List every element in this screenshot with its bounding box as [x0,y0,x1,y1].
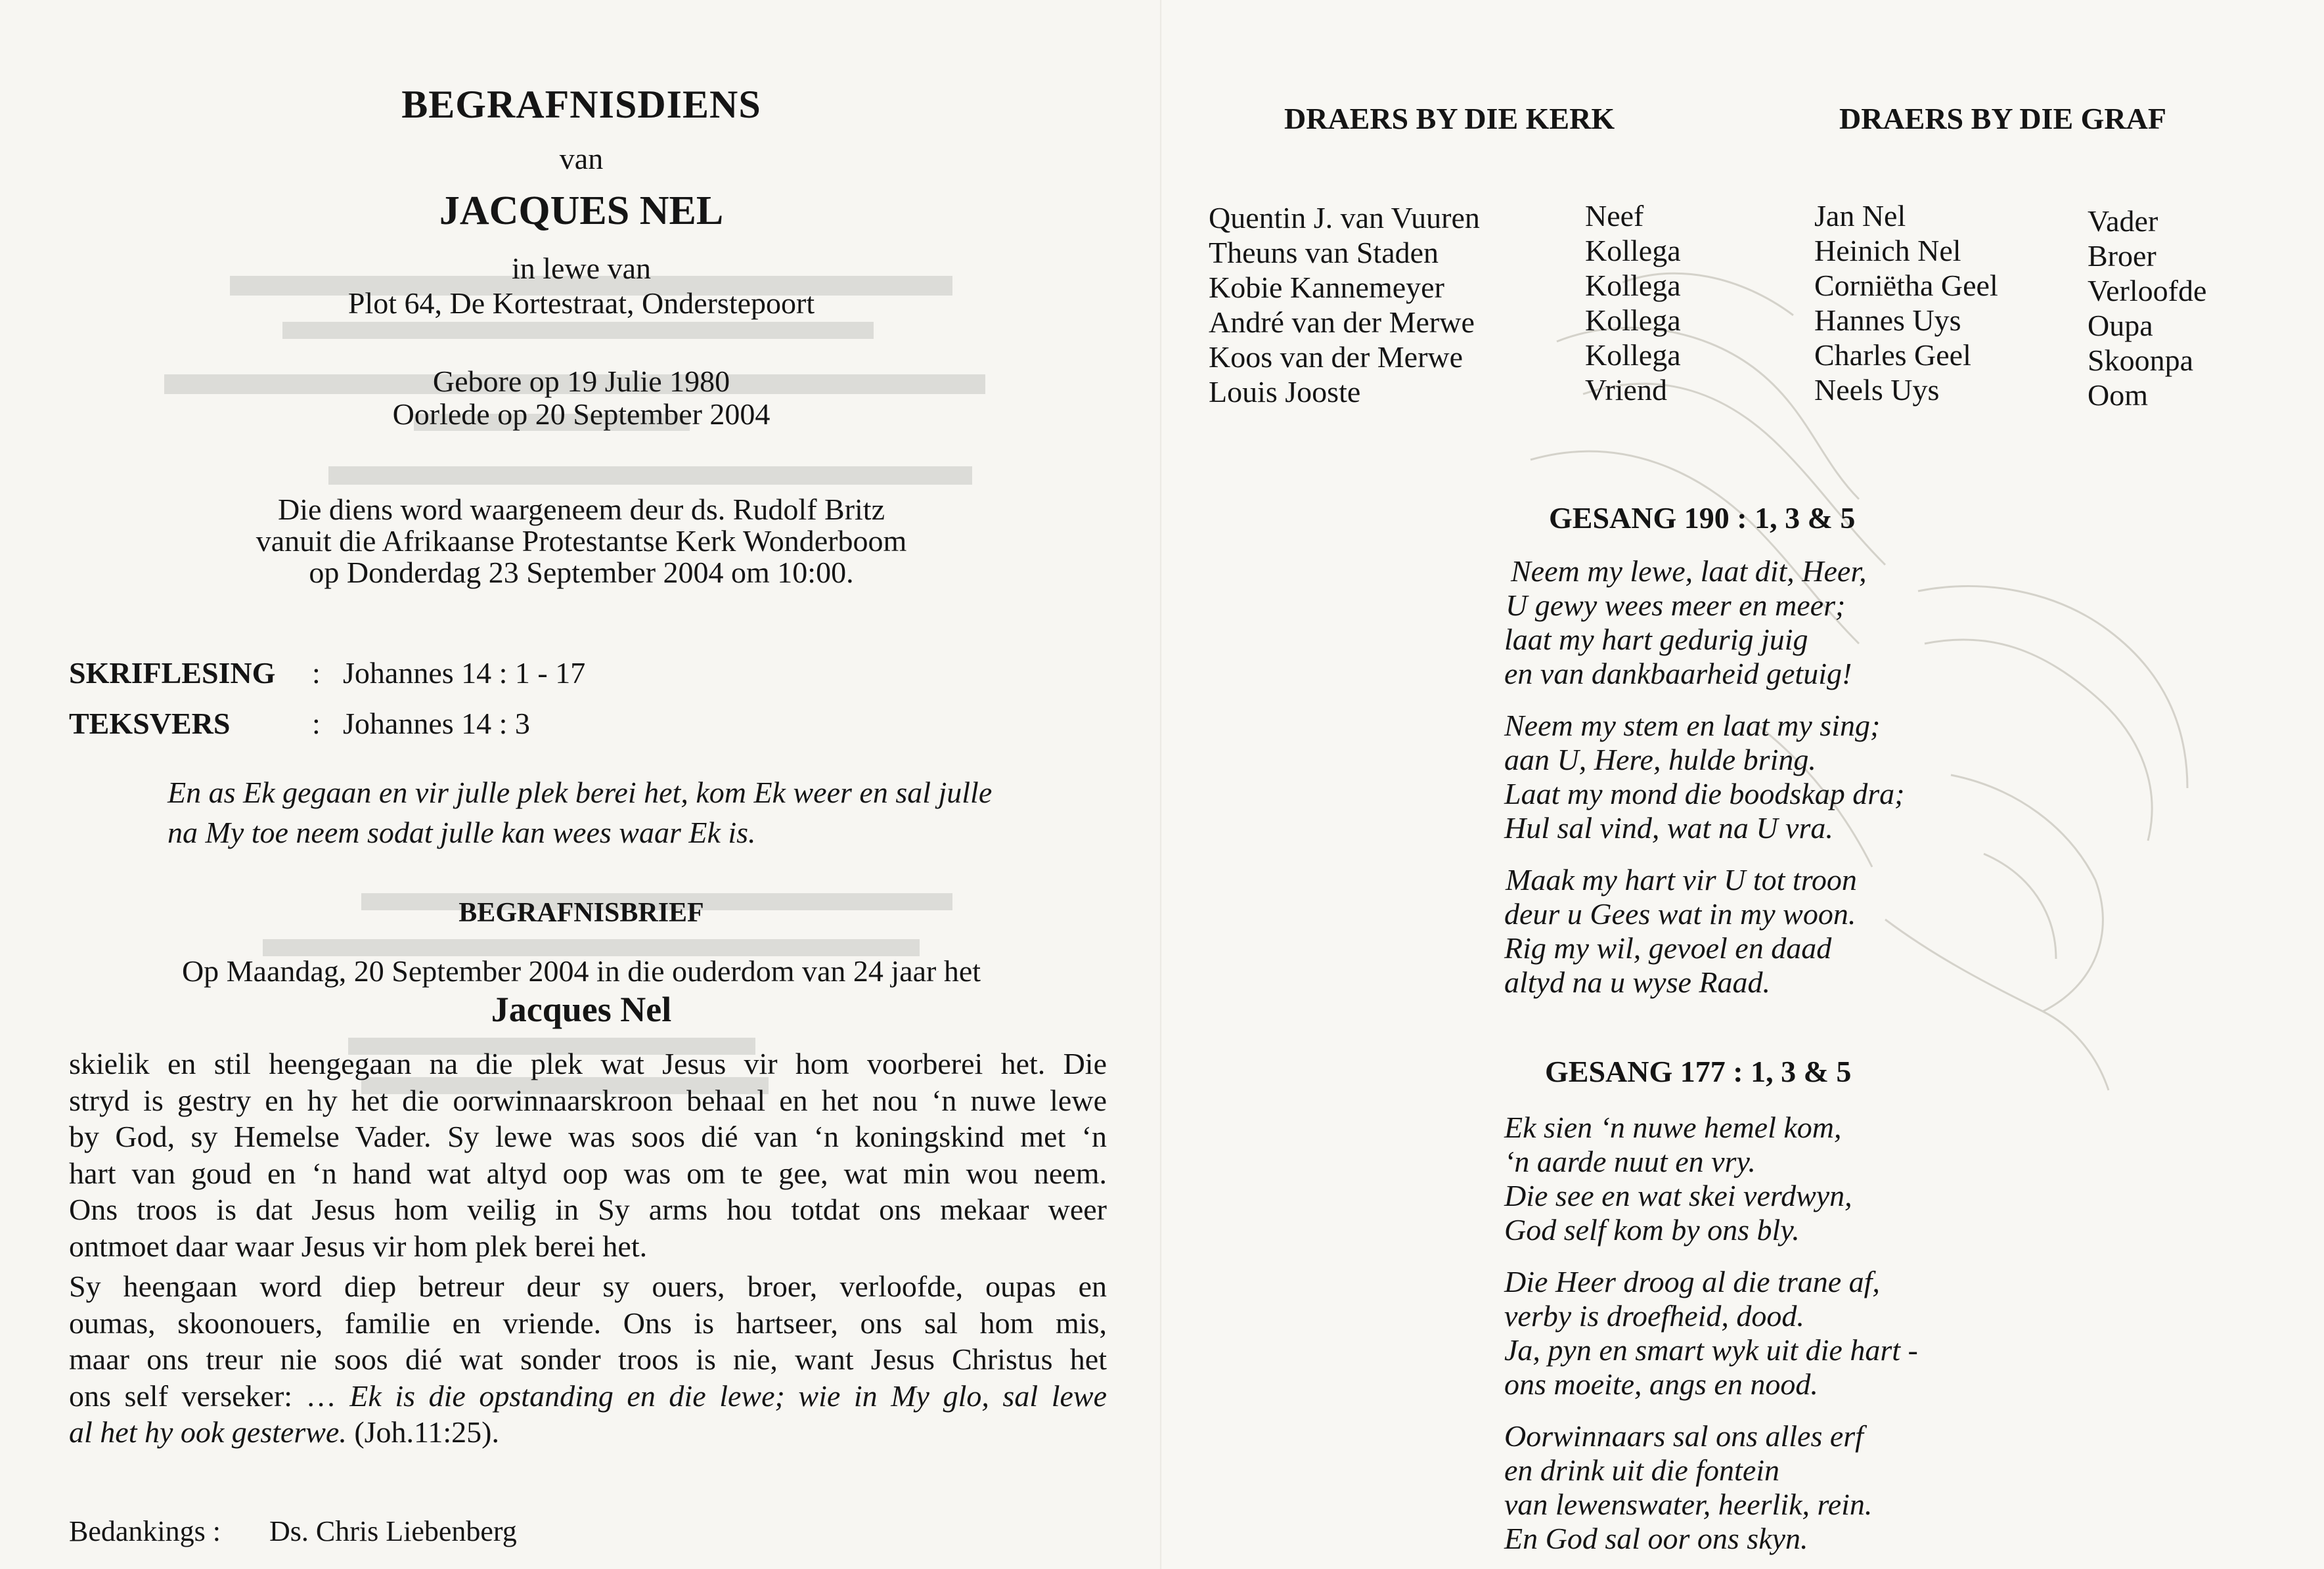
scripture-reading-label: SKRIFLESING [69,656,276,690]
hymn-line: Hul sal vind, wat na U vra. [1504,811,1833,845]
van-label: van [559,142,604,175]
verse-line: En as Ek gegaan en vir julle plek berei het, kom Ek weer en sal julle [168,776,993,809]
bearer-relation: Kollega [1585,303,1681,337]
birth-date: Gebore op 19 Julie 1980 [432,365,730,398]
paragraph-line: Sy heengaan word diep betreur deur sy ouers, broer, verloofde, oupas en [69,1270,1107,1303]
hymn-line: deur u Gees wat in my woon. [1504,897,1856,931]
paragraph-line: by God, sy Hemelse Vader. Sy lewe was soos dié van ‘n koningskind met ‘n [69,1120,1107,1153]
hymn-line: Oorwinnaars sal ons alles erf [1504,1419,1864,1453]
bearer-relation: Kollega [1585,234,1681,267]
bearer-name: Koos van der Merwe [1209,340,1464,374]
hymn-line: Laat my mond die boodskap dra; [1504,777,1905,810]
hymn-line: Die Heer droog al die trane af, [1504,1265,1880,1298]
hymn-line: U gewy wees meer en meer; [1506,588,1846,622]
brief-paragraph-1 [69,1046,1107,1264]
hymn-line: Die see en wat skei verdwyn, [1504,1179,1852,1212]
brief-paragraph-2 [69,1268,1107,1451]
scripture-reference: (Joh.11:25). [346,1415,499,1449]
paragraph-line: skielik en stil heengegaan na die plek wat Jesus vir hom voorberei het. Die [69,1047,1107,1080]
death-date: Oorlede op 20 September 2004 [392,397,771,431]
hymn-190-title: GESANG 190 : 1, 3 & 5 [1549,501,1856,535]
hymn-line: En God sal oor ons skyn. [1504,1522,1808,1555]
service-line: vanuit die Afrikaanse Protestantse Kerk Wonderboom [256,524,907,558]
hymn-line: Neem my stem en laat my sing; [1504,709,1881,742]
hymn-line: en van dankbaarheid getuig! [1504,657,1852,690]
paragraph-line [69,1414,1107,1451]
in-lewe-van-label: in lewe van [511,252,652,285]
bearer-relation: Neef [1585,199,1644,232]
hymn-line: van lewenswater, heerlik, rein. [1504,1488,1873,1521]
hymn-177-title: GESANG 177 : 1, 3 & 5 [1545,1055,1852,1088]
grave-bearers-relations [2088,204,2206,412]
hymn-line: verby is droefheid, dood. [1504,1299,1804,1333]
bearer-relation: Verloofde [2088,274,2207,307]
hymn-line: Rig my wil, gevoel en daad [1504,931,1832,965]
bearer-name: Charles Geel [1814,338,1971,372]
thanks-name: Ds. Chris Liebenberg [269,1515,517,1547]
brief-intro: Op Maandag, 20 September 2004 in die ouderdom van 24 jaar het [181,954,981,988]
grave-bearers-heading: DRAERS BY DIE GRAF [1839,102,2166,135]
bearer-relation: Broer [2088,239,2156,273]
text-verse-label: TEKSVERS [69,707,231,740]
bearer-relation: Oupa [2088,309,2153,342]
brief-title: BEGRAFNISBRIEF [458,898,704,928]
brief-name: Jacques Nel [491,990,672,1029]
grave-bearers-names [1814,198,1998,407]
service-line: op Donderdag 23 September 2004 om 10:00. [309,556,854,589]
hymn-line: Maak my hart vir U tot troon [1506,863,1857,896]
hymn-line: ons moeite, angs en nood. [1504,1367,1818,1401]
church-bearers-relations [1585,198,1681,407]
bearer-relation: Vader [2088,204,2158,238]
text-verse-value: Johannes 14 : 3 [343,707,530,740]
service-line: Die diens word waargeneem deur ds. Rudolf Britz [277,493,885,526]
church-bearers-heading: DRAERS BY DIE KERK [1284,102,1615,135]
bearer-name: Louis Jooste [1209,375,1361,409]
bearer-name: Theuns van Staden [1209,236,1439,269]
text-verse-colon: : [312,707,321,740]
hymn-line: en drink uit die fontein [1504,1453,1780,1487]
paragraph-line: maar ons treur nie soos dié wat sonder troos is nie, want Jesus Christus het [69,1342,1107,1376]
bearer-name: Corniëtha Geel [1814,269,1998,302]
verse-line: na My toe neem sodat julle kan wees waar Ek is. [168,816,756,849]
deceased-name: JACQUES NEL [439,188,724,233]
church-bearers-names [1209,200,1480,409]
hymn-line: laat my hart gedurig juig [1504,623,1808,656]
bearer-name: Hannes Uys [1814,303,1961,337]
bearer-name: Neels Uys [1814,373,1940,407]
page-title: BEGRAFNISDIENS [401,83,761,126]
bearer-relation: Skoonpa [2088,343,2193,377]
paragraph-line: stryd is gestry en hy het die oorwinnaarskroon behaal en het nou ‘n nuwe lewe [69,1083,1107,1117]
thanks-label: Bedankings : [69,1515,221,1547]
hymn-line: altyd na u wyse Raad. [1504,965,1770,999]
bearer-relation: Kollega [1585,338,1681,372]
address: Plot 64, De Kortestraat, Onderstepoort [347,286,815,320]
scripture-reading-value: Johannes 14 : 1 - 17 [343,656,586,690]
scripture-reading-colon: : [312,656,321,690]
hymn-line: aan U, Here, hulde bring. [1504,743,1816,776]
bearer-relation: Oom [2088,378,2148,412]
paragraph-line: hart van goud en ‘n hand wat altyd oop was om te gee, wat min wou neem. [69,1156,1107,1190]
bearer-name: Kobie Kannemeyer [1209,271,1444,304]
paragraph-line: Ons troos is dat Jesus hom veilig in Sy arms hou totdat ons mekaar weer [69,1193,1107,1226]
paragraph-line: ontmoet daar waar Jesus vir hom plek berei het. [69,1229,648,1263]
bearer-name: Heinich Nel [1814,234,1961,267]
scripture-quote: Ek is die opstanding en die lewe; wie in My glo, sal lewe [349,1379,1107,1413]
bearer-relation: Vriend [1585,373,1667,407]
bearer-name: Quentin J. van Vuuren [1209,201,1480,234]
paragraph-line: oumas, skoonouers, familie en vriende. Ons is hartseer, ons sal hom mis, [69,1306,1107,1340]
hymn-line: Ja, pyn en smart wyk uit die hart - [1504,1333,1918,1367]
bearer-name: Jan Nel [1814,199,1906,232]
paragraph-text: ons self verseker: … [69,1379,350,1413]
bearer-name: André van der Merwe [1209,305,1475,339]
bearer-relation: Kollega [1585,269,1681,302]
hymn-line: God self kom by ons bly. [1504,1213,1800,1247]
hymn-line: Ek sien ‘n nuwe hemel kom, [1504,1111,1842,1144]
paragraph-line [69,1378,1107,1415]
scripture-quote: al het hy ook gesterwe. [69,1415,347,1449]
hymn-line: ‘n aarde nuut en vry. [1504,1145,1756,1178]
hymn-line: Neem my lewe, laat dit, Heer, [1511,554,1867,588]
